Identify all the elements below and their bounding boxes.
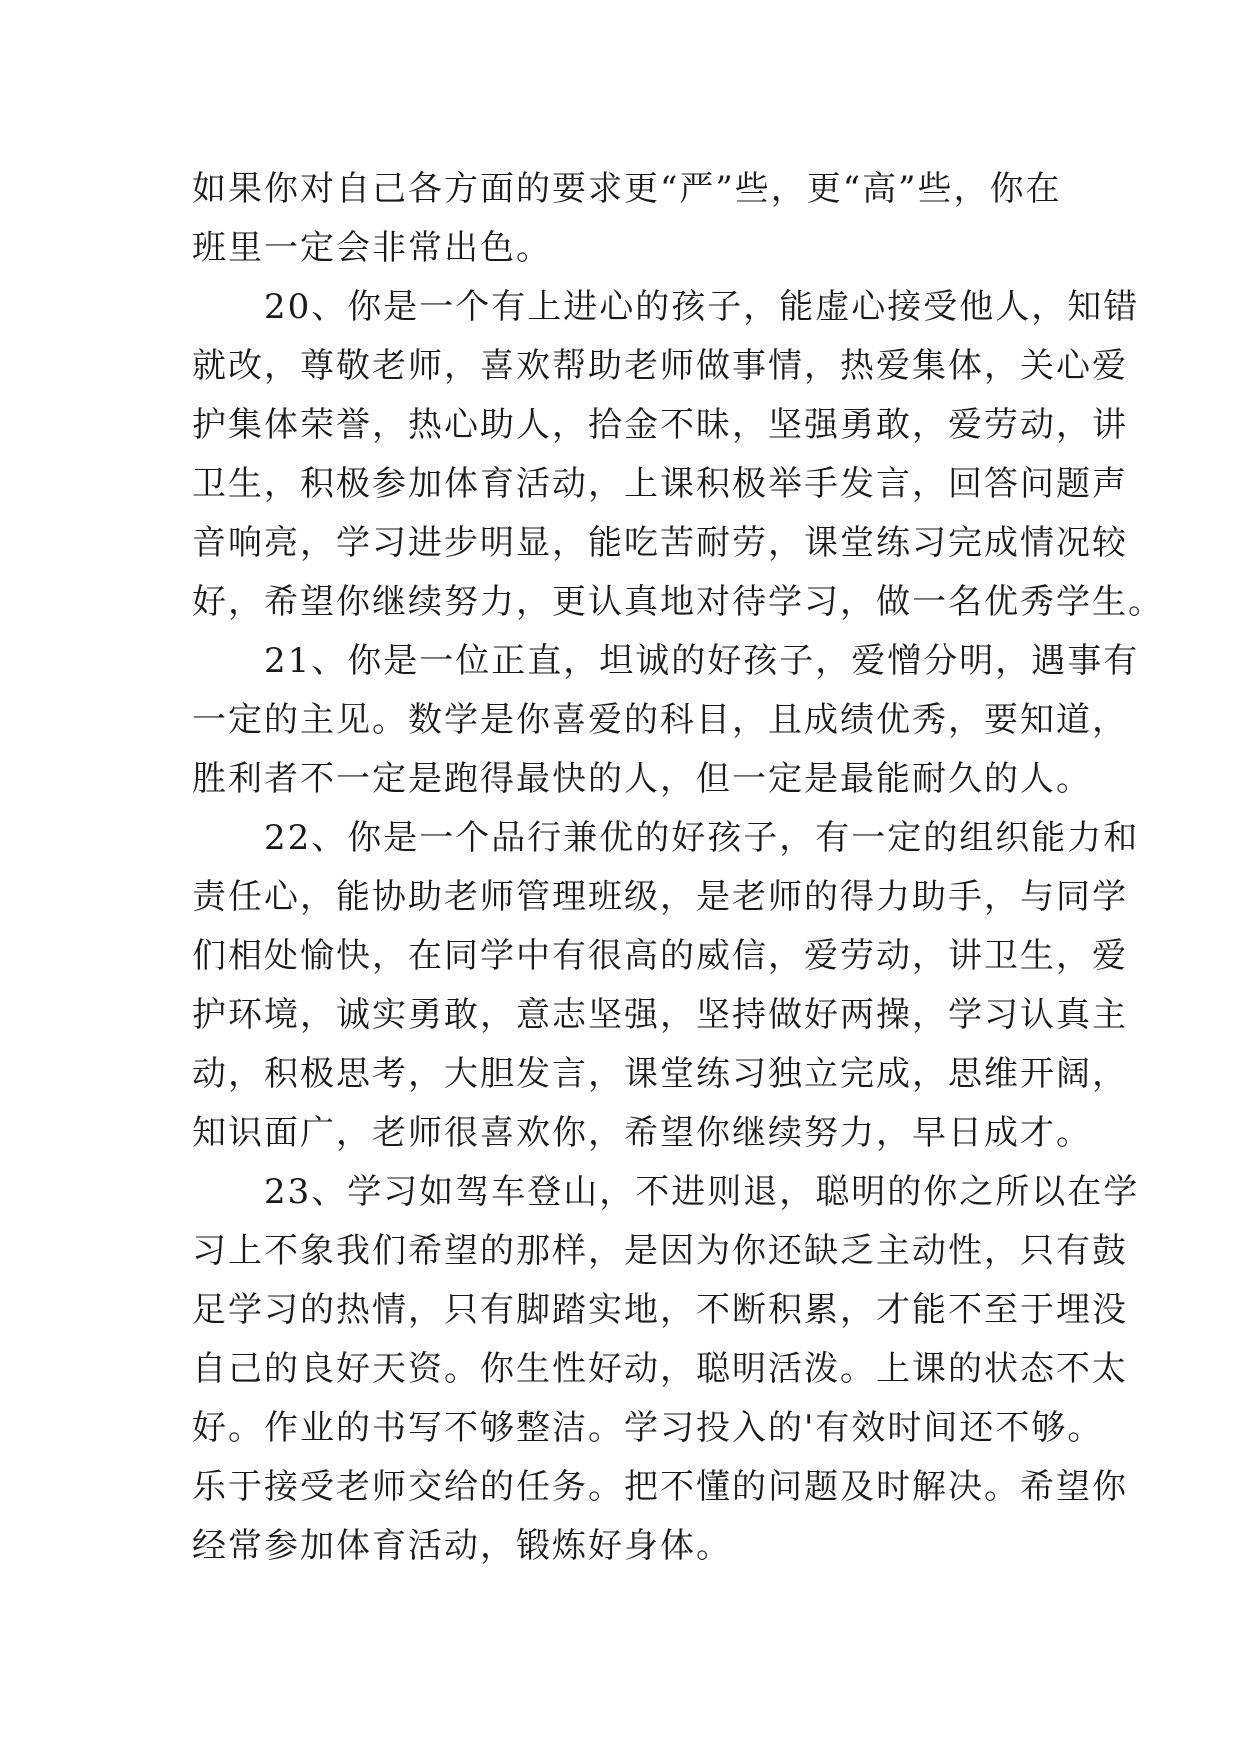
text-line: 自己的良好天资。你生性好动，聪明活泼。上课的状态不太 xyxy=(192,1349,1128,1389)
text-line: 知识面广，老师很喜欢你，希望你继续努力，早日成才。 xyxy=(192,1113,1092,1153)
text-line: 乐于接受老师交给的任务。把不懂的问题及时解决。希望你 xyxy=(192,1467,1128,1507)
text-line: 习上不象我们希望的那样，是因为你还缺乏主动性，只有鼓 xyxy=(192,1231,1128,1271)
document-body xyxy=(192,160,1164,1576)
text-line: 好。作业的书写不够整洁。学习投入的'有效时间还不够。 xyxy=(192,1408,1104,1448)
text-line: 好，希望你继续努力，更认真地对待学习，做一名优秀学生。 xyxy=(192,582,1164,622)
text-line: 胜利者不一定是跑得最快的人，但一定是最能耐久的人。 xyxy=(192,759,1092,799)
text-line: 21、你是一位正直，坦诚的好孩子，爱憎分明，遇事有 xyxy=(192,641,1140,681)
text-line: 护环境，诚实勇敢，意志坚强，坚持做好两操，学习认真主 xyxy=(192,995,1128,1035)
text-line: 如果你对自己各方面的要求更“严”些，更“高”些，你在 xyxy=(192,169,1062,209)
text-line: 护集体荣誉，热心助人，拾金不昧，坚强勇敢，爱劳动，讲 xyxy=(192,405,1128,445)
text-line: 20、你是一个有上进心的孩子，能虚心接受他人，知错 xyxy=(192,287,1140,327)
text-line: 班里一定会非常出色。 xyxy=(192,228,552,268)
text-line: 就改，尊敬老师，喜欢帮助老师做事情，热爱集体，关心爱 xyxy=(192,346,1128,386)
text-line: 经常参加体育活动，锻炼好身体。 xyxy=(192,1526,732,1566)
text-line: 责任心，能协助老师管理班级，是老师的得力助手，与同学 xyxy=(192,877,1128,917)
text-line: 23、学习如驾车登山，不进则退，聪明的你之所以在学 xyxy=(192,1172,1140,1212)
text-line: 们相处愉快，在同学中有很高的威信，爱劳动，讲卫生，爱 xyxy=(192,936,1128,976)
text-line: 一定的主见。数学是你喜爱的科目，且成绩优秀，要知道， xyxy=(192,700,1128,740)
text-line: 动，积极思考，大胆发言，课堂练习独立完成，思维开阔， xyxy=(192,1054,1128,1094)
text-line: 22、你是一个品行兼优的好孩子，有一定的组织能力和 xyxy=(192,818,1140,858)
text-line: 卫生，积极参加体育活动，上课积极举手发言，回答问题声 xyxy=(192,464,1128,504)
text-line: 足学习的热情，只有脚踏实地，不断积累，才能不至于埋没 xyxy=(192,1290,1128,1330)
text-line: 音响亮，学习进步明显，能吃苦耐劳，课堂练习完成情况较 xyxy=(192,523,1128,563)
